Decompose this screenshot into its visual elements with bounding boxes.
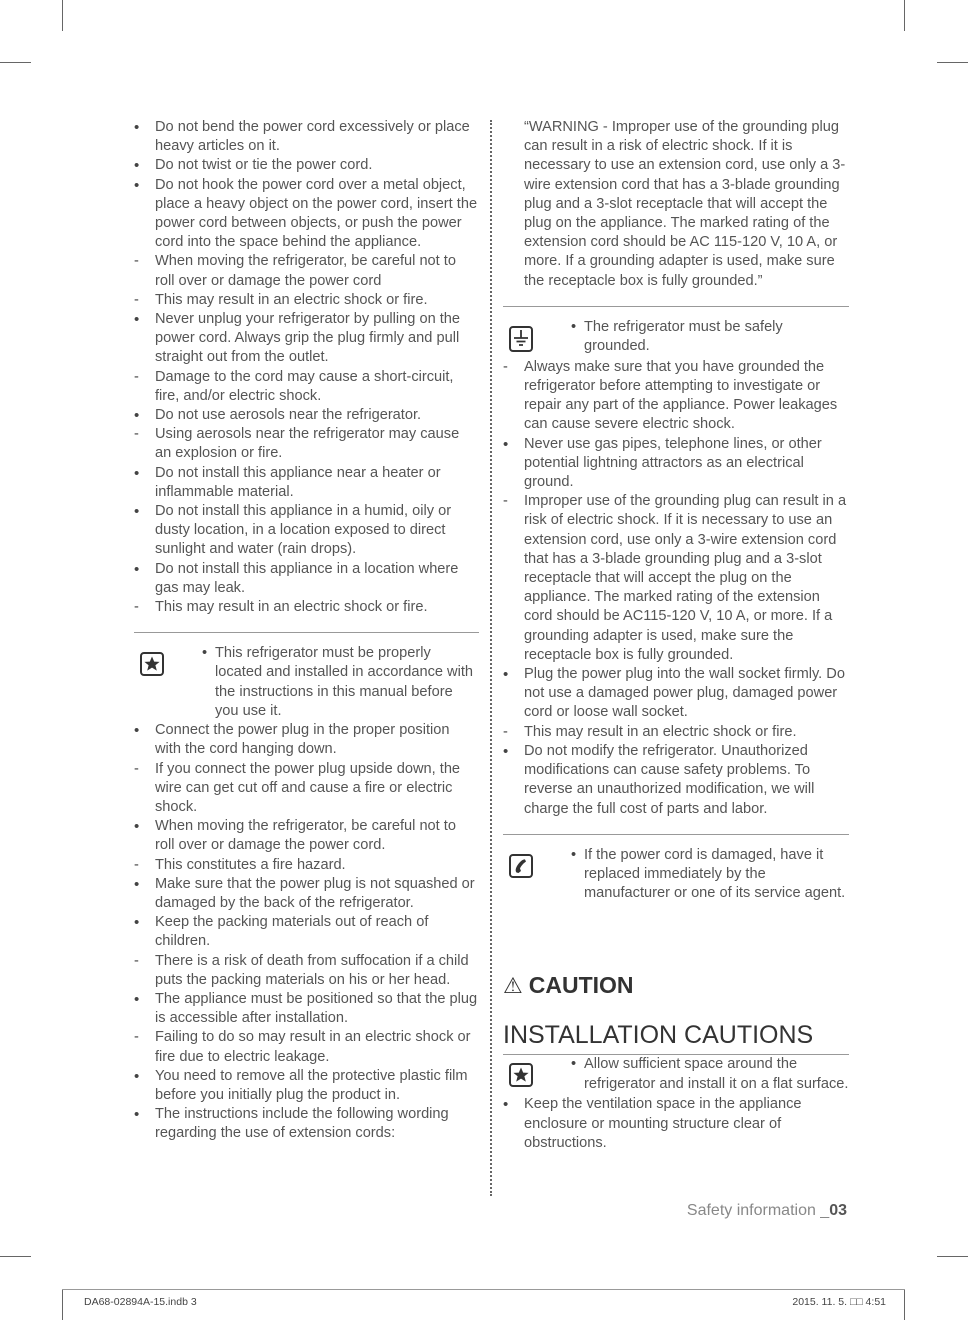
item-text: Never use gas pipes, telephone lines, or other potential lightning attractors as an electrical ground. xyxy=(524,435,822,491)
item-text: Do not hook the power cord over a metal object, place a heavy object on the power cord, insert the power cord between objects, or push the power cord into the space behind the appliance. xyxy=(155,176,478,251)
bullet-item xyxy=(134,176,479,253)
crop-mark xyxy=(62,1289,63,1320)
item-text: Do not install this appliance in a location where gas may leak. xyxy=(155,560,459,596)
item-text: Do not twist or tie the power cord. xyxy=(155,157,373,174)
dash-item xyxy=(134,1028,479,1066)
note-block xyxy=(503,846,849,904)
dash-marker xyxy=(134,760,148,779)
item-text: You need to remove all the protective plastic film before you initially plug the product in. xyxy=(155,1067,468,1103)
bullet-marker xyxy=(134,721,148,741)
bullet-item xyxy=(503,1095,849,1153)
note-text: • The refrigerator must be safely grounded. xyxy=(571,318,849,356)
bullet-item xyxy=(134,118,479,156)
bullet-marker xyxy=(134,118,148,138)
item-text: This may result in an electric shock or fire. xyxy=(524,723,797,740)
note-block xyxy=(134,644,479,721)
item-text: The appliance must be positioned so that the plug is accessible after installation. xyxy=(155,990,478,1027)
item-text: Make sure that the power plug is not squashed or damaged by the back of the refrigerator. xyxy=(155,875,475,911)
crop-mark xyxy=(904,1289,905,1320)
bullet-marker xyxy=(503,1095,517,1115)
star-icon xyxy=(509,1063,533,1087)
page-number: 03 xyxy=(829,1202,847,1219)
bullet-item xyxy=(134,990,479,1028)
item-text: Plug the power plug into the wall socket firmly. Do not use a damaged power plug, damaged power cord or loose wall socket. xyxy=(524,666,845,721)
bullet-marker xyxy=(503,435,517,455)
bullet-marker xyxy=(134,502,148,522)
item-text: Failing to do so may result in an electric shock or fire due to electric leakage. xyxy=(155,1029,471,1065)
dash-marker xyxy=(134,856,148,875)
crop-mark xyxy=(904,0,905,31)
item-text: Do not install this appliance near a heater or inflammable material. xyxy=(155,464,441,500)
dash-item xyxy=(134,291,479,310)
bullet-item xyxy=(134,310,479,368)
bullet-item xyxy=(134,1067,479,1105)
bullet-item xyxy=(134,721,479,759)
bullet-item xyxy=(503,435,849,493)
caution-heading xyxy=(503,971,849,1000)
section-separator xyxy=(503,834,849,835)
bullet-item xyxy=(134,464,479,502)
dash-marker xyxy=(134,598,148,617)
bullet-item xyxy=(134,156,479,175)
caution-label: CAUTION xyxy=(528,972,634,999)
note-text: • Allow sufficient space around the refrigerator and install it on a flat surface. xyxy=(571,1055,849,1093)
dash-marker xyxy=(134,952,148,971)
bullet-marker xyxy=(134,1105,148,1125)
dash-item xyxy=(503,723,849,742)
slug-file: DA68-02894A-15.indb 3 xyxy=(84,1296,197,1308)
item-text: There is a risk of death from suffocation if a child puts the packing materials on his or her head. xyxy=(155,952,469,988)
column-divider xyxy=(490,120,492,1196)
bullet-item xyxy=(134,817,479,855)
ground-icon xyxy=(509,326,533,350)
slug-rule xyxy=(62,1289,905,1290)
dash-marker xyxy=(134,1028,148,1047)
dash-marker xyxy=(134,252,148,271)
dash-item xyxy=(134,368,479,406)
warning-quote: “WARNING - Improper use of the grounding plug can result in a risk of electric shock. If it is necessary to use an extension cord, use only a 3-wire extension cord that has a 3-blade grounding plug and a 3-slot receptacle that will accept the plug on the appliance. The marked rating of the extension cord should be AC 115-120 V, 10 A, or more. If a grounding adapter is used, make sure the receptacle box is fully grounded.” xyxy=(524,119,846,289)
note-text: • This refrigerator must be properly located and installed in accordance with the instructions in this manual before you use it. xyxy=(202,644,479,721)
bullet-marker xyxy=(134,464,148,484)
item-text: If you connect the power plug upside down, the wire can get cut off and cause a fire or electric shock. xyxy=(155,760,461,815)
item-text: Do not use aerosols near the refrigerator. xyxy=(155,407,422,424)
slug-date: 2015. 11. 5. □□ 4:51 xyxy=(792,1296,886,1308)
dash-item xyxy=(503,358,849,435)
bullet-marker xyxy=(503,742,517,762)
bullet-item xyxy=(134,1105,479,1143)
item-text: Always make sure that you have grounded the refrigerator before attempting to investigate or repair any part of the appliance. Power leakages can cause severe electric shock. xyxy=(524,358,838,433)
bullet-marker xyxy=(134,560,148,580)
dash-marker xyxy=(134,425,148,444)
bullet-marker xyxy=(134,817,148,837)
dash-marker xyxy=(503,492,517,511)
item-text: This may result in an electric shock or fire. xyxy=(155,599,428,616)
section-name: Safety information _ xyxy=(686,1202,830,1219)
item-text: Keep the packing materials out of reach of children. xyxy=(155,914,429,950)
bullet-marker xyxy=(503,665,517,685)
warning-triangle-icon: ⚠ xyxy=(503,973,523,999)
phone-icon xyxy=(509,854,533,878)
item-text: The instructions include the following wording regarding the use of extension cords: xyxy=(155,1106,449,1142)
item-text: When moving the refrigerator, be careful not to roll over or damage the power cord. xyxy=(155,818,456,854)
section-heading: INSTALLATION CAUTIONS xyxy=(503,1020,849,1055)
bullet-marker xyxy=(134,406,148,426)
bullet-item xyxy=(134,913,479,951)
item-text: Do not install this appliance in a humid, oily or dusty location, in a location exposed to direct sunlight and water (rain drops). xyxy=(155,503,452,558)
bullet-item xyxy=(134,406,479,425)
bullet-marker xyxy=(134,875,148,895)
dash-marker xyxy=(503,358,517,377)
dash-item xyxy=(134,252,479,290)
dash-marker xyxy=(134,291,148,310)
section-separator xyxy=(134,632,479,633)
item-text: This may result in an electric shock or fire. xyxy=(155,291,428,308)
dash-marker xyxy=(134,368,148,387)
left-column xyxy=(134,118,479,1144)
dash-item xyxy=(134,598,479,617)
item-text: When moving the refrigerator, be careful not to roll over or damage the power cord xyxy=(155,253,456,289)
bullet-item xyxy=(503,742,849,819)
crop-mark xyxy=(0,62,31,63)
note-block xyxy=(503,1055,849,1095)
item-text: Do not modify the refrigerator. Unauthorized modifications can cause safety problems. To reverse an unauthorized modification, we will charge the full cost of parts and labor. xyxy=(524,742,815,817)
item-text: Using aerosols near the refrigerator may cause an explosion or fire. xyxy=(155,426,460,462)
crop-mark xyxy=(62,0,63,31)
bullet-item xyxy=(134,875,479,913)
crop-mark xyxy=(0,1256,31,1257)
bullet-item xyxy=(503,665,849,723)
dash-item xyxy=(503,492,849,665)
bullet-marker xyxy=(134,990,148,1010)
bullet-item xyxy=(134,502,479,560)
bullet-item xyxy=(134,560,479,598)
dash-item xyxy=(134,760,479,818)
item-text: This constitutes a fire hazard. xyxy=(155,856,346,873)
bullet-marker xyxy=(134,176,148,196)
bullet-marker xyxy=(134,310,148,330)
dash-item xyxy=(134,952,479,990)
section-separator xyxy=(503,306,849,307)
item-text: Connect the power plug in the proper position with the cord hanging down. xyxy=(155,722,450,758)
star-icon xyxy=(140,652,164,676)
dash-item xyxy=(134,856,479,875)
note-block xyxy=(503,318,849,358)
page-footer xyxy=(687,1202,847,1220)
bullet-marker xyxy=(134,1067,148,1087)
note-text: • If the power cord is damaged, have it replaced immediately by the manufacturer or one of its service agent. xyxy=(571,846,849,904)
item-text: Keep the ventilation space in the appliance enclosure or mounting structure clear of obstructions. xyxy=(524,1096,802,1151)
item-text: Improper use of the grounding plug can result in a risk of electric shock. If it is necessary to use an extension cord, use only a 3-wire extension cord that has a 3-blade grounding plug and a 3-slot receptacle that will accept the plug on the appliance. The marked rating of the extension cord should be AC115-120 V, 10 A, or more. If a grounding adapter is used, make sure the receptacle box is fully grounded. xyxy=(524,493,847,663)
right-column xyxy=(503,118,849,1153)
item-text: Damage to the cord may cause a short-circuit, fire, and/or electric shock. xyxy=(155,368,454,404)
bullet-marker xyxy=(134,156,148,176)
dash-item xyxy=(134,425,479,463)
dash-marker xyxy=(503,723,517,742)
crop-mark xyxy=(937,62,968,63)
bullet-marker xyxy=(134,913,148,933)
item-text: Do not bend the power cord excessively or place heavy articles on it. xyxy=(155,119,470,155)
crop-mark xyxy=(937,1256,968,1257)
item-text: Never unplug your refrigerator by pulling on the power cord. Always grip the plug firmly and pull straight out from the outlet. xyxy=(155,311,461,366)
